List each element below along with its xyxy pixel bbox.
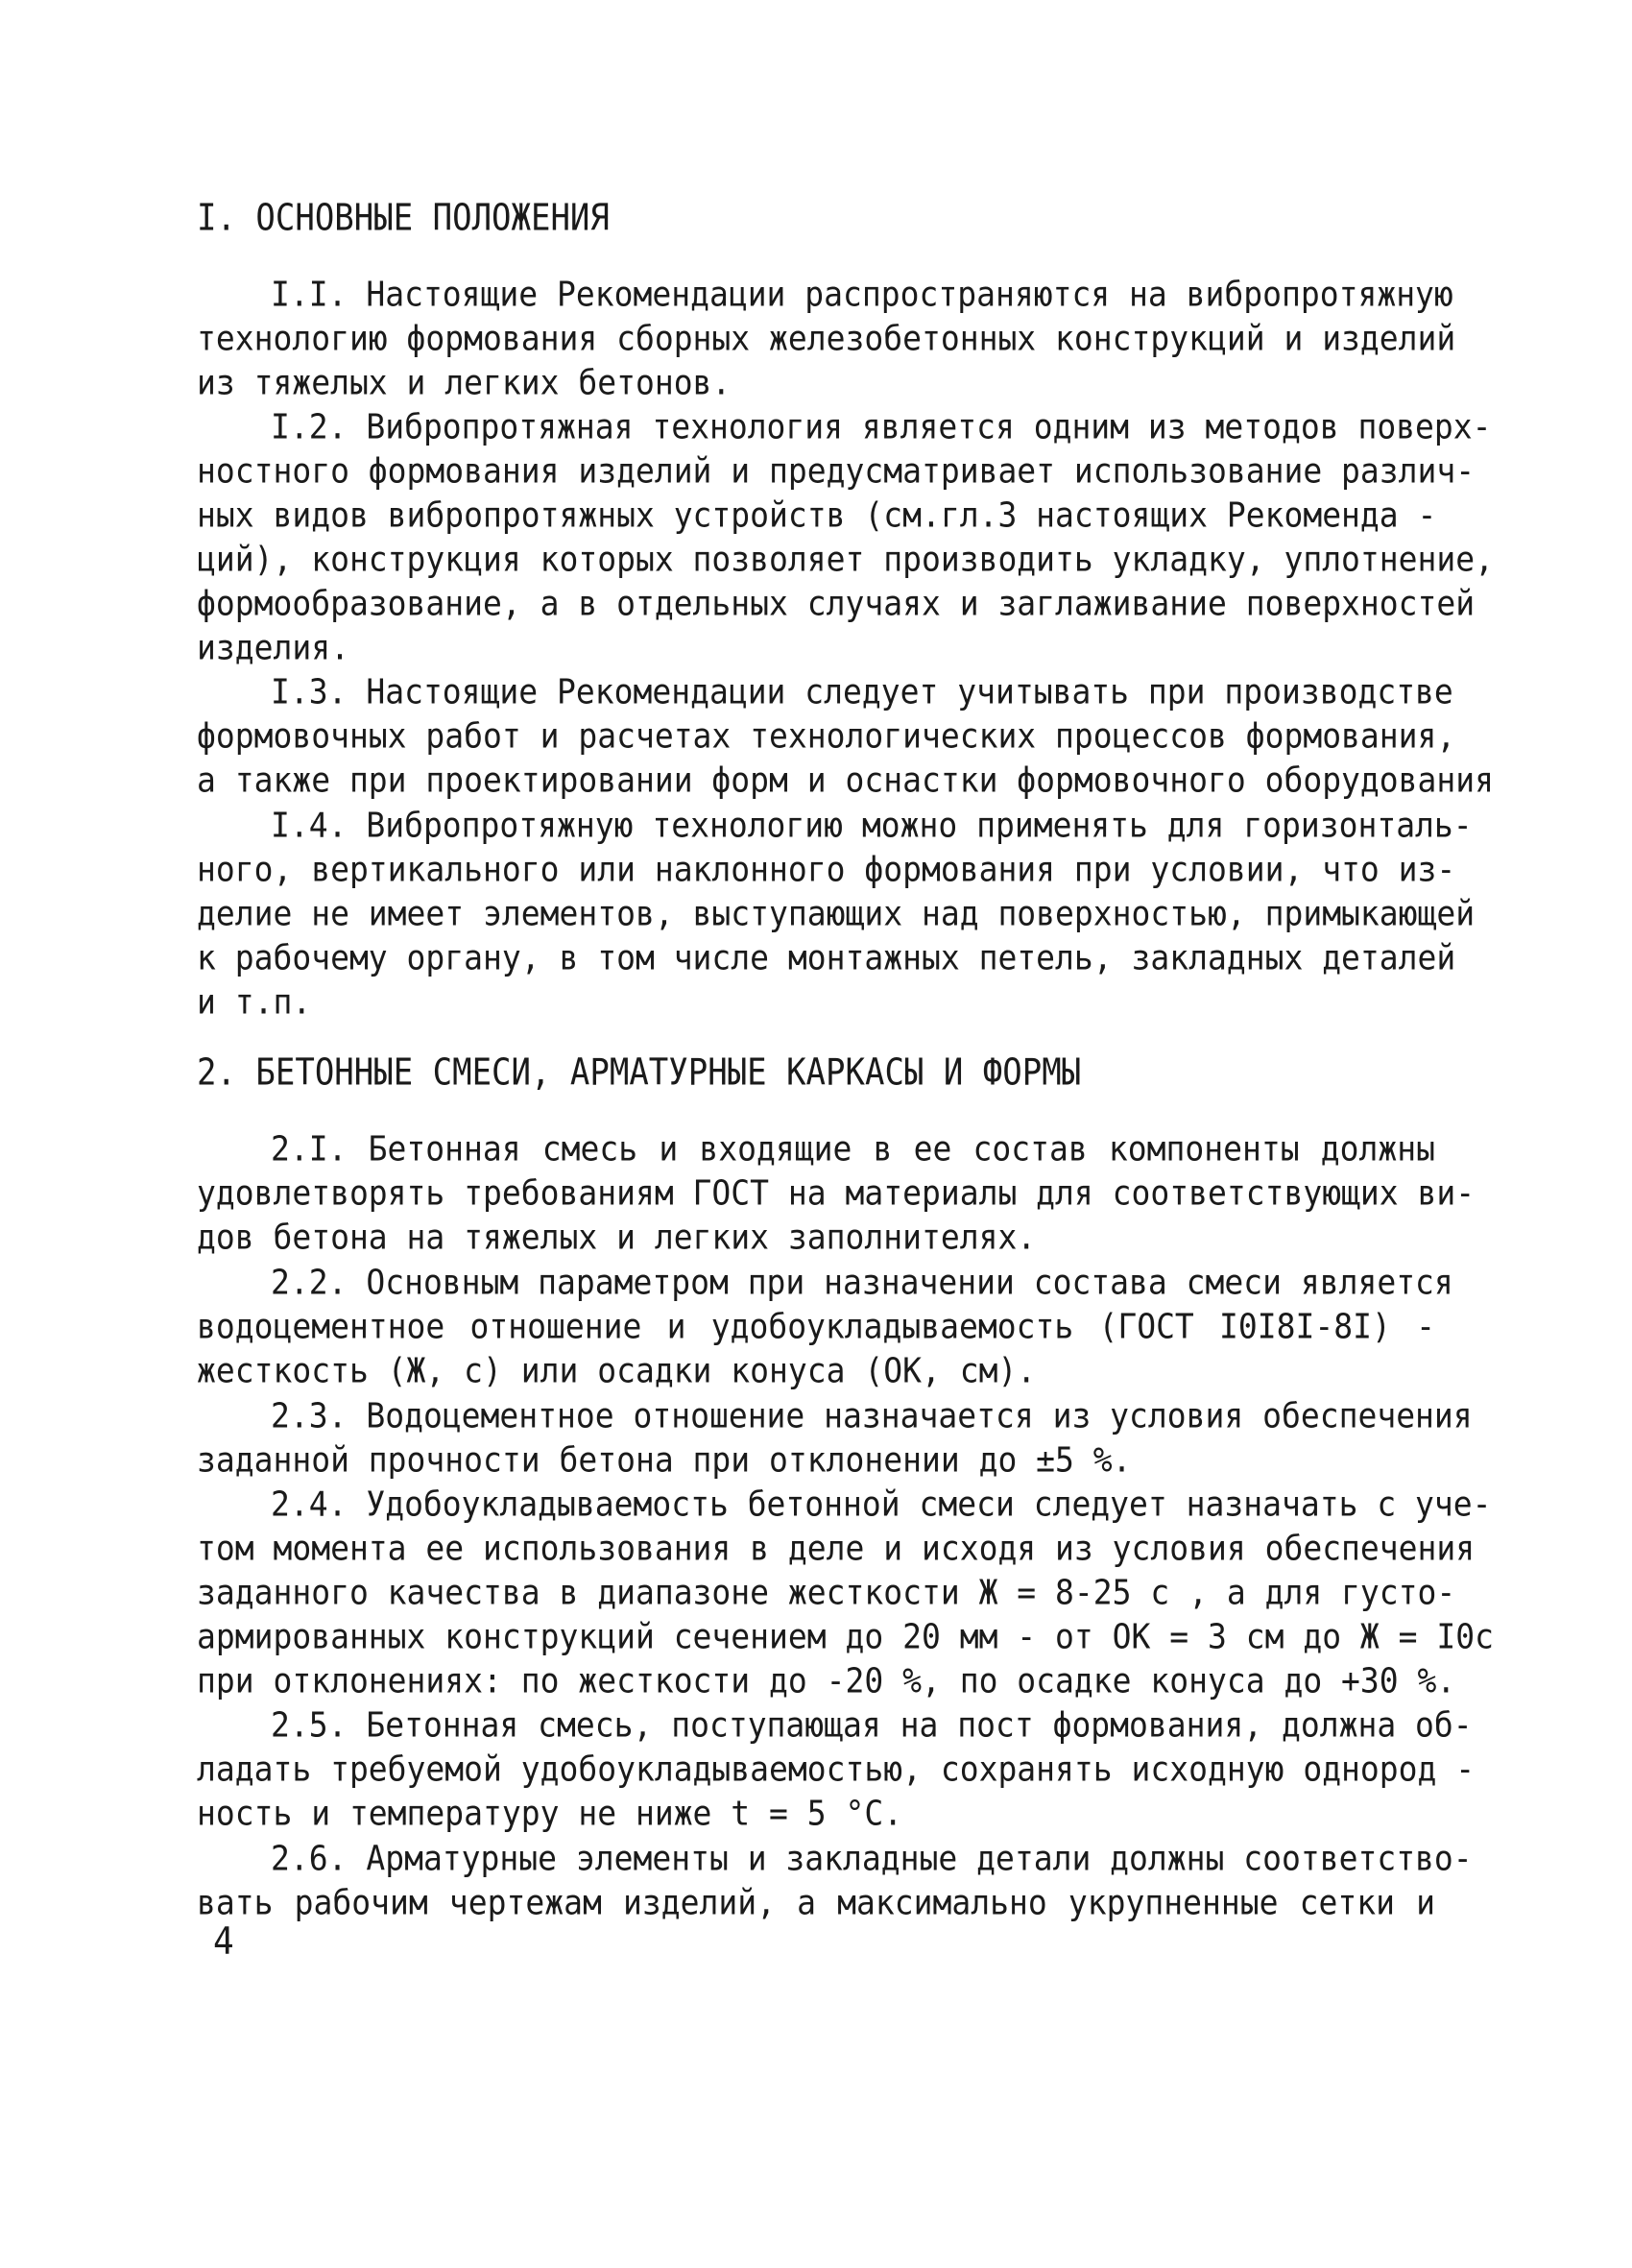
paragraph-line: формообразование, а в отдельных случаях и заглаживание поверхностей bbox=[197, 583, 1476, 624]
paragraph-line: армированных конструкций сечением до 20 мм - от ОК = 3 см до Ж = I0с bbox=[197, 1616, 1495, 1657]
paragraph-line: 2.I. Бетонная смесь и входящие в ее состав компоненты должны bbox=[271, 1128, 1435, 1170]
paragraph-line: дов бетона на тяжелых и легких заполнителях. bbox=[197, 1217, 1037, 1258]
paragraph-line: ций), конструкция которых позволяет производить укладку, уплотнение, bbox=[197, 539, 1495, 580]
paragraph-line: ладать требуемой удобоукладываемостью, сохранять исходную однород - bbox=[197, 1749, 1476, 1790]
paragraph-line: вать рабочим чертежам изделий, а максимально укрупненные сетки и bbox=[197, 1882, 1435, 1923]
section-2-heading: 2. БЕТОННЫЕ СМЕСИ, АРМАТУРНЫЕ КАРКАСЫ И ФОРМЫ bbox=[197, 1051, 1082, 1095]
paragraph-line: ностного формования изделий и предусматривает использование различ- bbox=[197, 450, 1476, 492]
paragraph-line: формовочных работ и расчетах технологических процессов формования, bbox=[197, 715, 1456, 757]
paragraph-line: I.4. Вибропротяжную технологию можно применять для горизонталь- bbox=[271, 805, 1473, 846]
paragraph-line: заданной прочности бетона при отклонении до ±5 %. bbox=[197, 1439, 1132, 1481]
paragraph-line: жесткость (Ж, с) или осадки конуса (ОК, см). bbox=[197, 1350, 1037, 1391]
paragraph-line: и т.п. bbox=[197, 981, 312, 1023]
paragraph-line: из тяжелых и легких бетонов. bbox=[197, 362, 732, 403]
paragraph-line: заданного качества в диапазоне жесткости Ж = 8-25 с , а для густо- bbox=[197, 1572, 1456, 1613]
paragraph-line: ных видов вибропротяжных устройств (см.гл.3 настоящих Рекоменда - bbox=[197, 495, 1437, 536]
paragraph-line: ность и температуру не ниже t = 5 °C. bbox=[197, 1793, 903, 1834]
paragraph-line: к рабочему органу, в том числе монтажных петель, закладных деталей bbox=[197, 937, 1456, 978]
paragraph-line: ного, вертикального или наклонного формования при условии, что из- bbox=[197, 849, 1456, 890]
paragraph-line: том момента ее использования в деле и исходя из условия обеспечения bbox=[197, 1528, 1476, 1569]
paragraph-line: I.3. Настоящие Рекомендации следует учитывать при производстве bbox=[271, 671, 1453, 712]
paragraph-line: I.2. Вибропротяжная технология является одним из методов поверх- bbox=[271, 406, 1492, 447]
paragraph-line: а также при проектировании форм и оснастки формовочного оборудования bbox=[197, 760, 1495, 801]
paragraph-line: делие не имеет элементов, выступающих над поверхностью, примыкающей bbox=[197, 893, 1476, 934]
paragraph-line: I.I. Настоящие Рекомендации распространяются на вибропротяжную bbox=[271, 274, 1453, 315]
paragraph-line: 2.2. Основным параметром при назначении состава смеси является bbox=[271, 1262, 1453, 1303]
paragraph-line: 2.4. Удобоукладываемость бетонной смеси следует назначать с уче- bbox=[271, 1484, 1492, 1525]
paragraph-line: технологию формования сборных железобетонных конструкций и изделий bbox=[197, 318, 1456, 359]
paragraph-line: водоцементное отношение и удобоукладываемость (ГОСТ I0I8I-8I) - bbox=[197, 1306, 1435, 1347]
paragraph-line: 2.3. Водоцементное отношение назначается из условия обеспечения bbox=[271, 1395, 1473, 1436]
paragraph-line: изделия. bbox=[197, 627, 349, 668]
page-number: 4 bbox=[213, 1920, 234, 1965]
paragraph-line: при отклонениях: по жесткости до -20 %, по осадке конуса до +30 %. bbox=[197, 1660, 1456, 1701]
paragraph-line: 2.5. Бетонная смесь, поступающая на пост формования, должна об- bbox=[271, 1704, 1473, 1746]
paragraph-line: 2.6. Арматурные элементы и закладные детали должны соответство- bbox=[271, 1838, 1473, 1879]
section-1-heading: I. ОСНОВНЫЕ ПОЛОЖЕНИЯ bbox=[197, 197, 610, 240]
paragraph-line: удовлетворять требованиям ГОСТ на материалы для соответствующих ви- bbox=[197, 1172, 1476, 1214]
